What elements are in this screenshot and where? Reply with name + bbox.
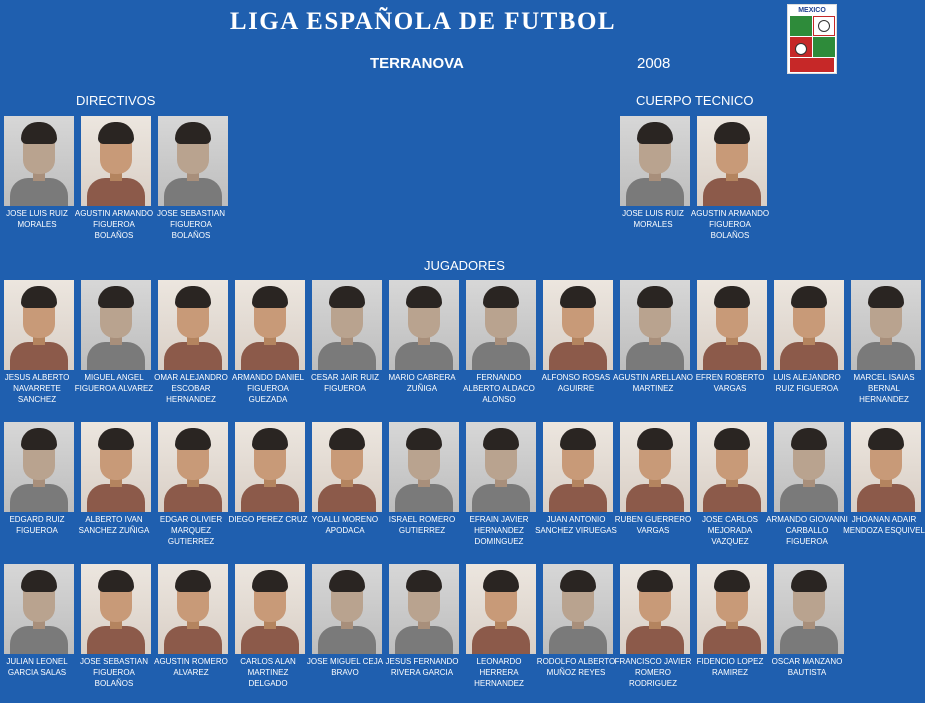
person-name: CESAR JAIR RUIZ FIGUEROA <box>310 373 379 393</box>
person-photo <box>235 280 305 370</box>
person-photo <box>620 422 690 512</box>
person-name: JESUS FERNANDO RIVERA GARCIA <box>385 657 459 677</box>
person-name: JHOANAN ADAIR MENDOZA ESQUIVEL <box>843 515 925 535</box>
person-name: ALFONSO ROSAS AGUIRRE <box>541 373 611 393</box>
person-photo <box>774 280 844 370</box>
person-name: AGUSTIN ROMERO ALVAREZ <box>154 657 228 677</box>
section-cuerpo-tecnico: CUERPO TECNICO <box>636 93 754 108</box>
person-name: MARCEL ISAIAS BERNAL HERNANDEZ <box>853 373 915 404</box>
emblem-label: MEXICO <box>798 7 826 14</box>
person-name: LUIS ALEJANDRO RUIZ FIGUEROA <box>773 373 841 393</box>
person-photo <box>81 116 151 206</box>
person-name: OSCAR MANZANO BAUTISTA <box>771 657 843 677</box>
person-photo <box>620 280 690 370</box>
person-photo <box>697 564 767 654</box>
person-name: EDGARD RUIZ FIGUEROA <box>9 515 65 535</box>
person-name: JOSE CARLOS MEJORADA VAZQUEZ <box>701 515 758 546</box>
person-photo <box>81 422 151 512</box>
person-photo <box>4 116 74 206</box>
person-photo <box>312 422 382 512</box>
section-jugadores: JUGADORES <box>424 258 505 273</box>
person-name: AGUSTIN ARMANDO FIGUEROA BOLAÑOS <box>690 209 770 240</box>
person-photo <box>851 422 921 512</box>
person-photo <box>389 422 459 512</box>
person-photo <box>158 422 228 512</box>
person-name: RODOLFO ALBERTO MUÑOZ REYES <box>536 657 616 677</box>
person-name: YOALLI MORENO APODACA <box>311 515 379 535</box>
person-name: FERNANDO ALBERTO ALDACO ALONSO <box>463 373 535 404</box>
person-photo <box>466 564 536 654</box>
person-name: JOSE LUIS RUIZ MORALES <box>622 209 684 229</box>
person-photo <box>774 422 844 512</box>
page-title: LIGA ESPAÑOLA DE FUTBOL <box>229 8 617 35</box>
person-photo <box>389 564 459 654</box>
person-photo <box>620 116 690 206</box>
person-photo <box>466 280 536 370</box>
person-photo <box>158 280 228 370</box>
person-name: RUBEN GUERRERO VARGAS <box>614 515 692 535</box>
person-name: EDGAR OLIVIER MARQUEZ GUTIERREZ <box>159 515 223 546</box>
person-photo <box>620 564 690 654</box>
person-photo <box>312 564 382 654</box>
person-name: JOSE SEBASTIAN FIGUEROA BOLAÑOS <box>156 209 226 240</box>
person-name: OMAR ALEJANDRO ESCOBAR HERNANDEZ <box>154 373 228 404</box>
person-photo <box>466 422 536 512</box>
person-photo <box>4 422 74 512</box>
person-photo <box>158 116 228 206</box>
person-photo <box>389 280 459 370</box>
person-photo <box>4 280 74 370</box>
season-year: 2008 <box>637 55 671 72</box>
person-photo <box>81 280 151 370</box>
person-photo <box>158 564 228 654</box>
person-name: EFRAIN JAVIER HERNANDEZ DOMINGUEZ <box>469 515 529 546</box>
person-photo <box>697 422 767 512</box>
person-photo <box>543 564 613 654</box>
person-photo <box>774 564 844 654</box>
person-name: MARIO CABRERA ZUÑIGA <box>388 373 456 393</box>
person-name: JULIAN LEONEL GARCIA SALAS <box>6 657 68 677</box>
section-directivos: DIRECTIVOS <box>76 93 156 108</box>
person-name: ALBERTO IVAN SANCHEZ ZUÑIGA <box>78 515 150 535</box>
person-name: EFREN ROBERTO VARGAS <box>695 373 765 393</box>
person-photo <box>697 280 767 370</box>
person-photo <box>235 564 305 654</box>
person-name: ARMANDO DANIEL FIGUEROA GUEZADA <box>231 373 304 404</box>
person-name: JESUS ALBERTO NAVARRETE SANCHEZ <box>4 373 70 404</box>
person-name: ISRAEL ROMERO GUTIERREZ <box>388 515 456 535</box>
person-name: ARMANDO GIOVANNI CARBALLO FIGUEROA <box>766 515 848 546</box>
person-name: FIDENCIO LOPEZ RAMIREZ <box>696 657 764 677</box>
person-name: MIGUEL ANGEL FIGUEROA ALVAREZ <box>74 373 154 393</box>
person-name: JOSE LUIS RUIZ MORALES <box>6 209 68 229</box>
person-photo <box>543 280 613 370</box>
person-name: FRANCISCO JAVIER ROMERO RODRIGUEZ <box>614 657 692 688</box>
person-name: CARLOS ALAN MARTINEZ DELGADO <box>240 657 296 688</box>
person-name: JOSE MIGUEL CEJA BRAVO <box>306 657 384 677</box>
person-photo <box>851 280 921 370</box>
person-photo <box>697 116 767 206</box>
person-name: LEONARDO HERRERA HERNANDEZ <box>474 657 524 688</box>
person-name: AGUSTIN ARMANDO FIGUEROA BOLAÑOS <box>74 209 154 240</box>
person-photo <box>312 280 382 370</box>
person-name: JUAN ANTONIO SANCHEZ VIRUEGAS <box>535 515 617 535</box>
person-photo <box>235 422 305 512</box>
person-photo <box>81 564 151 654</box>
person-name: AGUSTIN ARELLANO MARTINEZ <box>612 373 694 393</box>
mexico-emblem-icon <box>787 4 837 74</box>
person-photo <box>543 422 613 512</box>
person-name: DIEGO PEREZ CRUZ <box>228 515 308 524</box>
team-name: TERRANOVA <box>370 55 464 72</box>
person-name: JOSE SEBASTIAN FIGUEROA BOLAÑOS <box>79 657 149 688</box>
person-photo <box>4 564 74 654</box>
